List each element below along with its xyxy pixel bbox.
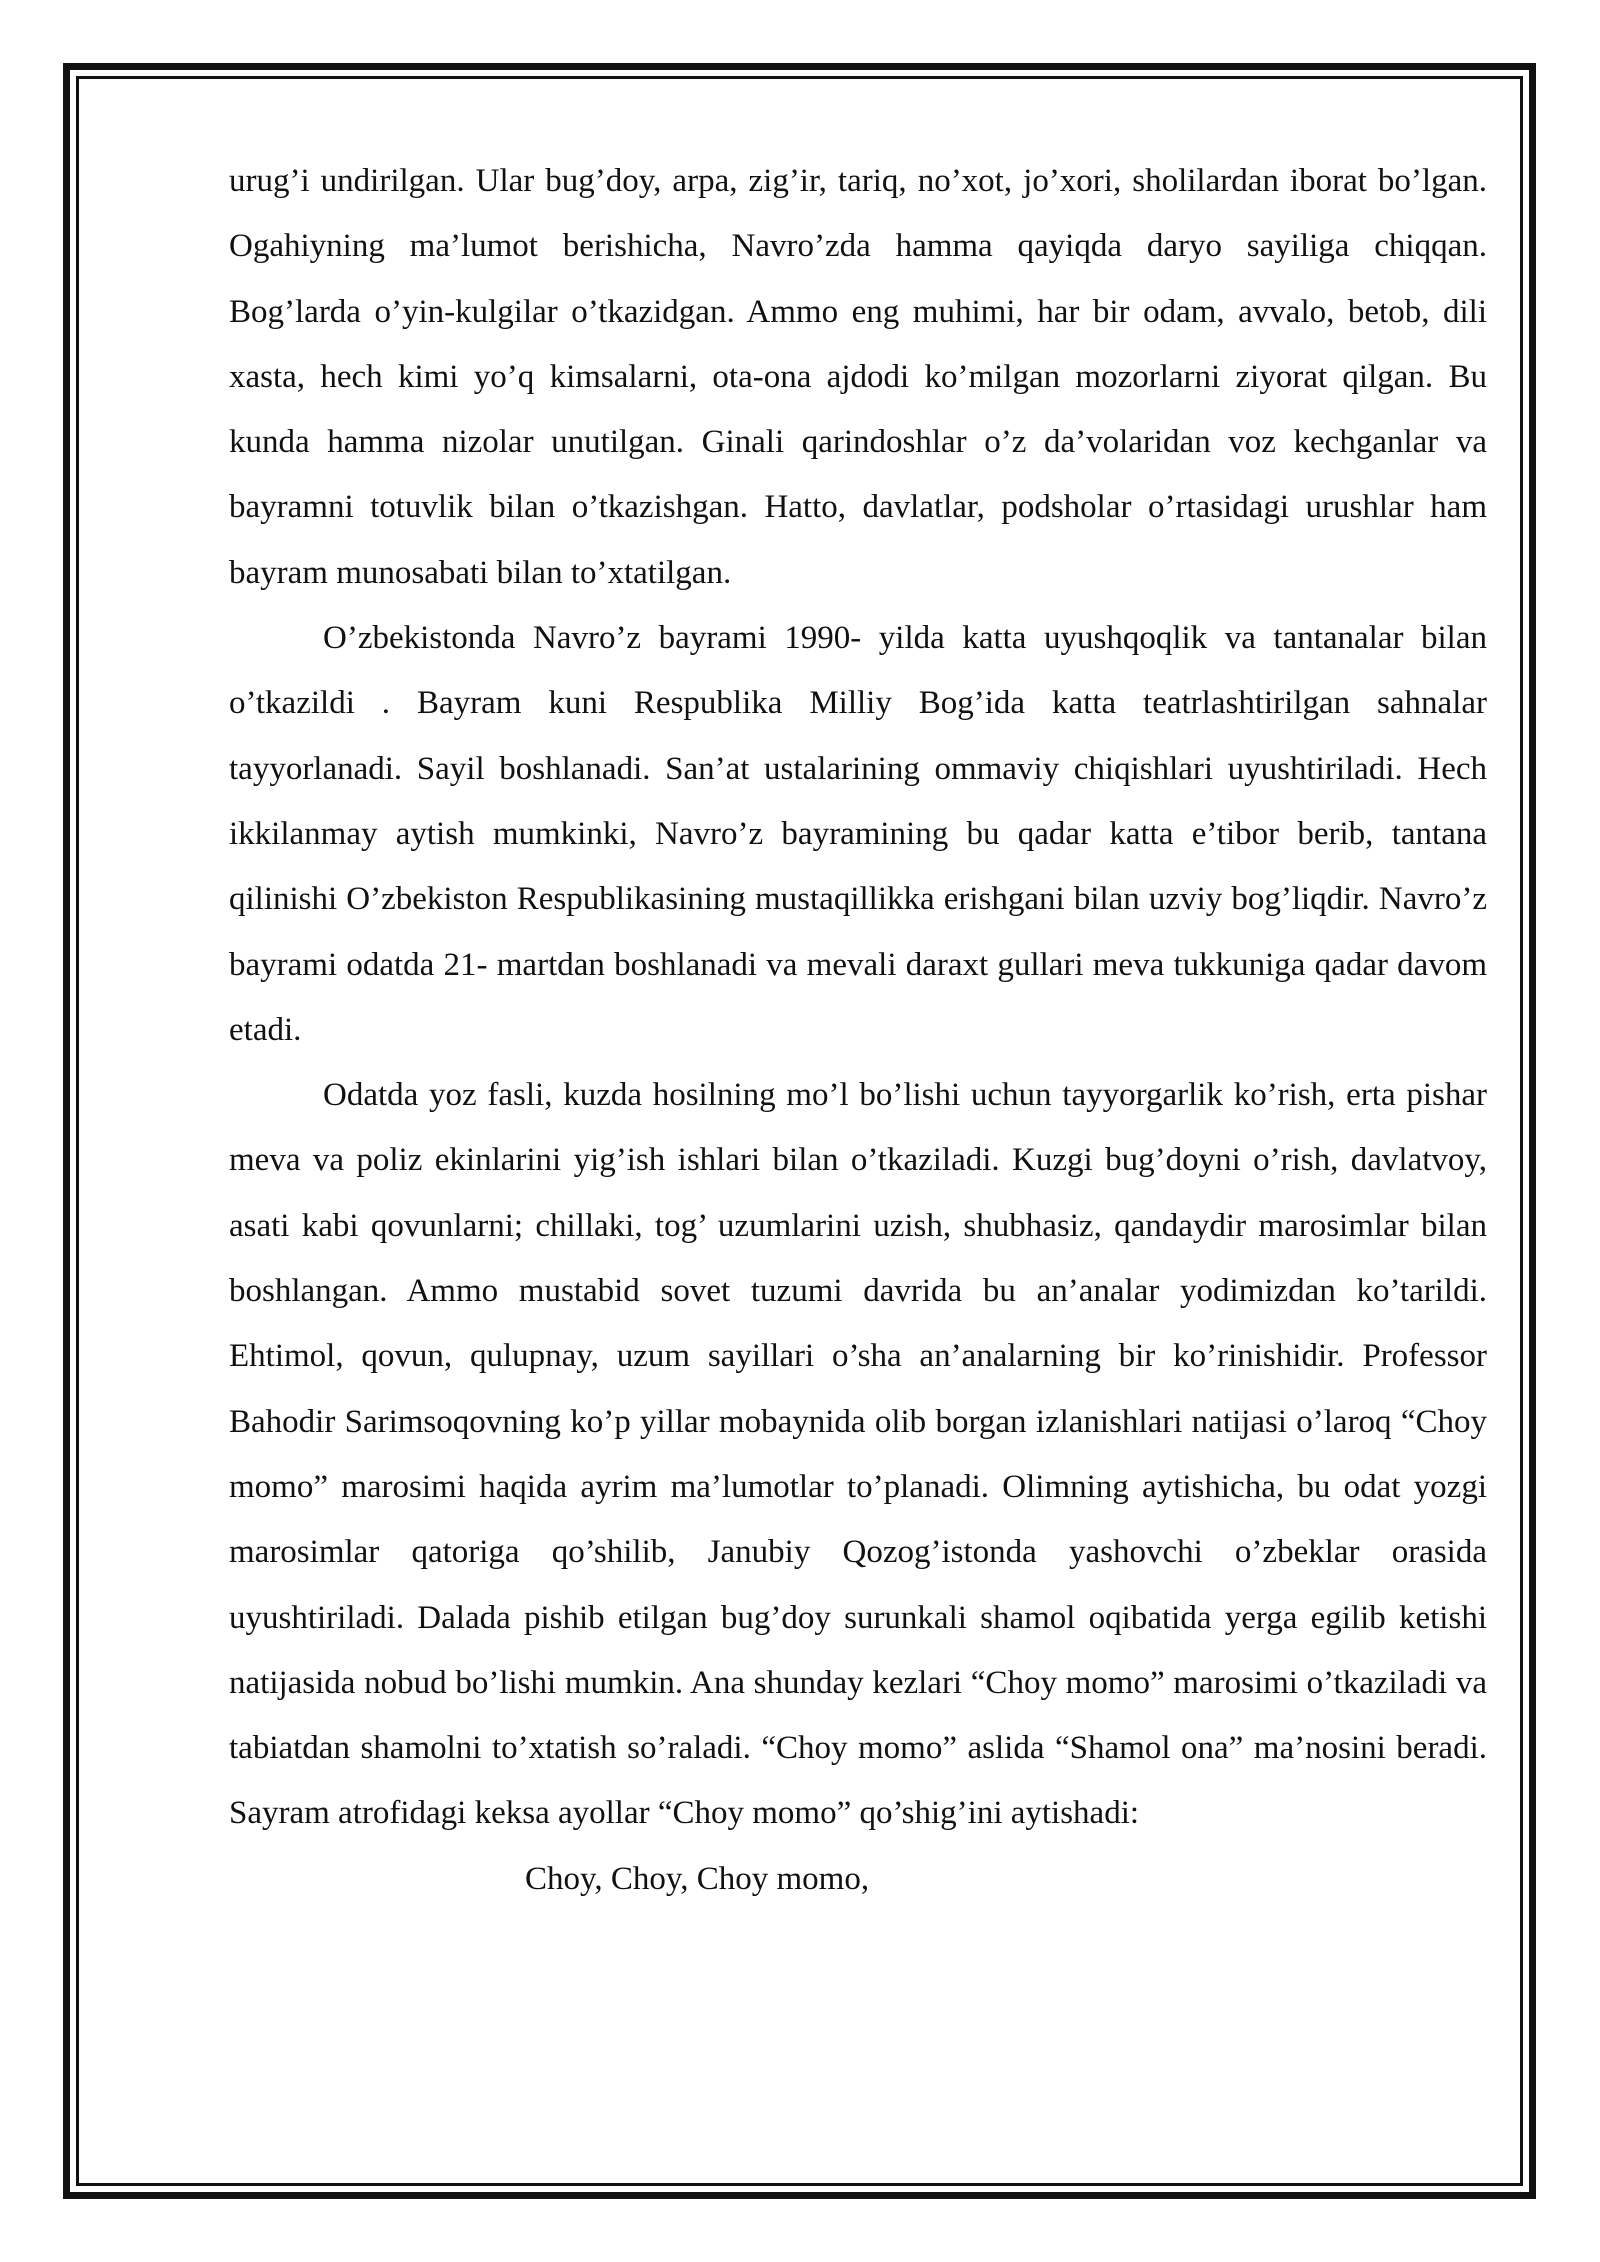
paragraph-3: Odatda yoz fasli, kuzda hosilning mo’l bo’lishi uchun tayyorgarlik ko’rish, erta pishar meva va poliz ekinlarini yig’ish ishlari bilan o’tkaziladi. Kuzgi bug’doyni o’rish, davlatvoy, asati kabi qovunlarni; chillaki, tog’ uzumlarini uzish, shubhasiz, qandaydir marosimlar bilan boshlangan. Ammo mustabid sovet tuzumi davrida bu an’analar yodimizdan ko’tarildi. Ehtimol, qovun, qulupnay, uzum sayillari o’sha an’analarning bir ko’rinishidir. Professor Bahodir Sarimsoqovning ko’p yillar mobaynida olib borgan izlanishlari natijasi o’laroq “Choy momo” marosimi haqida ayrim ma’lumotlar to’planadi. Olimning aytishicha, bu odat yozgi marosimlar qatoriga qo’shilib, Janubiy Qozog’istonda yashovchi o’zbeklar orasida uyushtiriladi. Dalada pishib etilgan bug’doy surunkali shamol oqibatida yerga egilib ketishi natijasida nobud bo’lishi mumkin. Ana shunday kezlari “Choy momo” marosimi o’tkaziladi va tabiatdan shamolni to’xtatish so’raladi. “Choy momo” aslida “Shamol ona” ma’nosini beradi. Sayram atrofidagi keksa ayollar “Choy momo” qo’shig’ini aytishadi: (229, 1077, 1487, 1832)
verse-line: Choy, Choy, Choy momo, (525, 1860, 870, 1897)
document-body (229, 149, 1487, 1912)
paragraph-2: O’zbekistonda Navro’z bayrami 1990- yilda katta uyushqoqlik va tantanalar bilan o’tkazildi . Bayram kuni Respublika Milliy Bog’ida katta teatrlashtirilgan sahnalar tayyorlanadi. Sayil boshlanadi. San’at ustalarining ommaviy chiqishlari uyushtiriladi. Hech ikkilanmay aytish mumkinki, Navro’z bayramining bu qadar katta e’tibor berib, tantana qilinishi O’zbekiston Respublikasining mustaqillikka erishgani bilan uzviy bog’liqdir. Navro’z bayrami odatda 21- martdan boshlanadi va mevali daraxt gullari meva tukkuniga qadar davom etadi. (229, 620, 1487, 1048)
paragraph-1: urug’i undirilgan. Ular bug’doy, arpa, zig’ir, tariq, no’xot, jo’xori, sholilardan iborat bo’lgan. Ogahiyning ma’lumot berishicha, Navro’zda hamma qayiqda daryo sayiliga chiqqan. Bog’larda o’yin-kulgilar o’tkazidgan. Ammo eng muhimi, har bir odam, avvalo, betob, dili xasta, hech kimi yo’q kimsalarni, ota-ona ajdodi ko’milgan mozorlarni ziyorat qilgan. Bu kunda hamma nizolar unutilgan. Ginali qarindoshlar o’z da’volaridan voz kechganlar va bayramni totuvlik bilan o’tkazishgan. Hatto, davlatlar, podsholar o’rtasidagi urushlar ham bayram munosabati bilan to’xtatilgan. (229, 163, 1487, 591)
